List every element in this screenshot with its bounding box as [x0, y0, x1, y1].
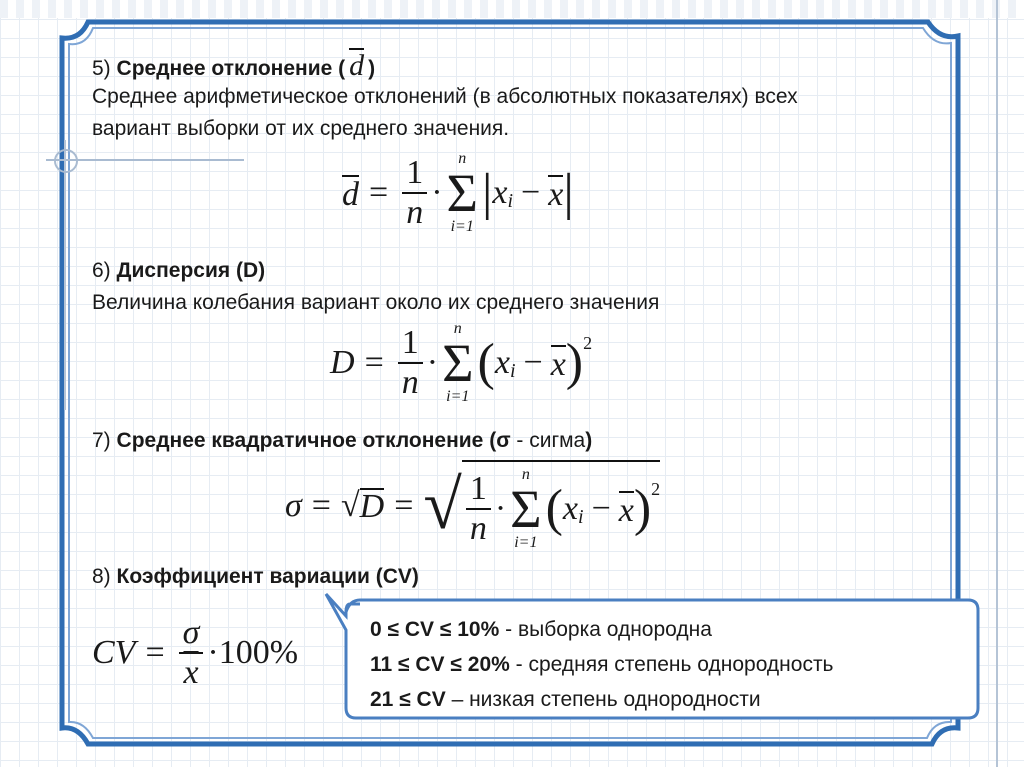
sum-lower: i=1 [450, 218, 474, 235]
callout-row [370, 682, 970, 717]
sqrt-body: $\frac{1}{n}$ · n Σ i=1 ( x i − x ) 2 [462, 460, 660, 552]
callout-desc: - средняя степень однородность [509, 653, 834, 676]
sum-lower: i=1 [446, 388, 470, 405]
formula-lhs: d [342, 176, 359, 213]
fraction-numerator: 1 [469, 470, 487, 507]
fraction-denominator: n [398, 362, 423, 402]
x-i: x [562, 490, 578, 527]
sum-upper: n [453, 320, 462, 337]
fraction-numerator: 1 [406, 154, 424, 191]
callout-desc: - выборка однородна [499, 618, 712, 641]
fraction-denominator: n [466, 508, 491, 548]
formula-lhs: D [330, 344, 355, 381]
sum-upper: n [521, 466, 530, 483]
section-number: 8) [92, 565, 111, 588]
fraction-numerator: 1 [401, 324, 419, 361]
formula-cv: CV = $\frac{\sigma}{x}$ · 100% [92, 614, 299, 691]
summation: n Σ i=1 [446, 150, 478, 235]
callout-range: 11 ≤ CV ≤ 20% [370, 653, 510, 676]
exponent: 2 [651, 478, 661, 499]
x-bar: x [550, 346, 566, 383]
summation: n Σ i=1 [442, 320, 474, 405]
subscript-i: i [509, 359, 516, 382]
d-bar-symbol: d [349, 49, 365, 82]
formula-lhs: CV [92, 634, 136, 671]
section-number: 5) [92, 57, 111, 80]
section-number: 6) [92, 259, 111, 282]
callout-range: 0 ≤ CV ≤ 10% [370, 618, 500, 641]
section-title: Коэффициент вариации (CV) [116, 565, 419, 588]
summation: n Σ i=1 [510, 466, 542, 551]
formula-mean-deviation: d = $\frac{1}{n}$ · n Σ i=1 | x i − x | [342, 150, 574, 235]
fraction-denominator: x [179, 652, 202, 692]
subscript-i: i [578, 505, 584, 528]
formula-lhs: σ [285, 487, 302, 524]
fraction-numerator: σ [182, 614, 200, 651]
section-5-desc-line2: вариант выборки от их среднего значения. [92, 117, 510, 140]
callout-row [370, 612, 970, 647]
section-title: Среднее квадратичное отклонение (σ [116, 429, 511, 452]
section-6-desc: Величина колебания вариант около их среднего значения [92, 291, 660, 314]
sqrt-D: D [359, 488, 385, 525]
formula-rhs: 100% [218, 634, 299, 671]
x-i: x [494, 344, 510, 381]
section-title-close: ) [585, 429, 593, 452]
callout-range: 21 ≤ CV [370, 688, 446, 711]
subscript-i: i [507, 189, 514, 212]
section-title-close: ) [368, 57, 376, 80]
section-title: Дисперсия (D) [116, 259, 266, 282]
section-5-desc-line1: Среднее арифметическое отклонений (в абсолютных показателях) всех [92, 85, 798, 108]
sum-upper: n [458, 150, 467, 167]
callout-content [370, 612, 970, 717]
formula-variance: D = $\frac{1}{n}$ · n Σ i=1 ( x i − x ) 2 [330, 320, 593, 405]
x-bar: x [548, 176, 564, 213]
exponent: 2 [583, 332, 593, 353]
sum-lower: i=1 [514, 534, 538, 551]
callout-row [370, 647, 970, 682]
section-number: 7) [92, 429, 111, 452]
x-i: x [492, 174, 508, 211]
section-title: Среднее отклонение ( [116, 57, 346, 80]
callout-desc: – низкая степень однородности [445, 688, 761, 711]
fraction-denominator: n [402, 192, 427, 232]
x-bar: x [618, 492, 634, 529]
section-title-rest: - сигма [510, 429, 586, 452]
formula-std-deviation: σ = √ D = √ $\frac{1}{n}$ · n Σ i=1 ( x i − x ) 2 [285, 460, 660, 552]
